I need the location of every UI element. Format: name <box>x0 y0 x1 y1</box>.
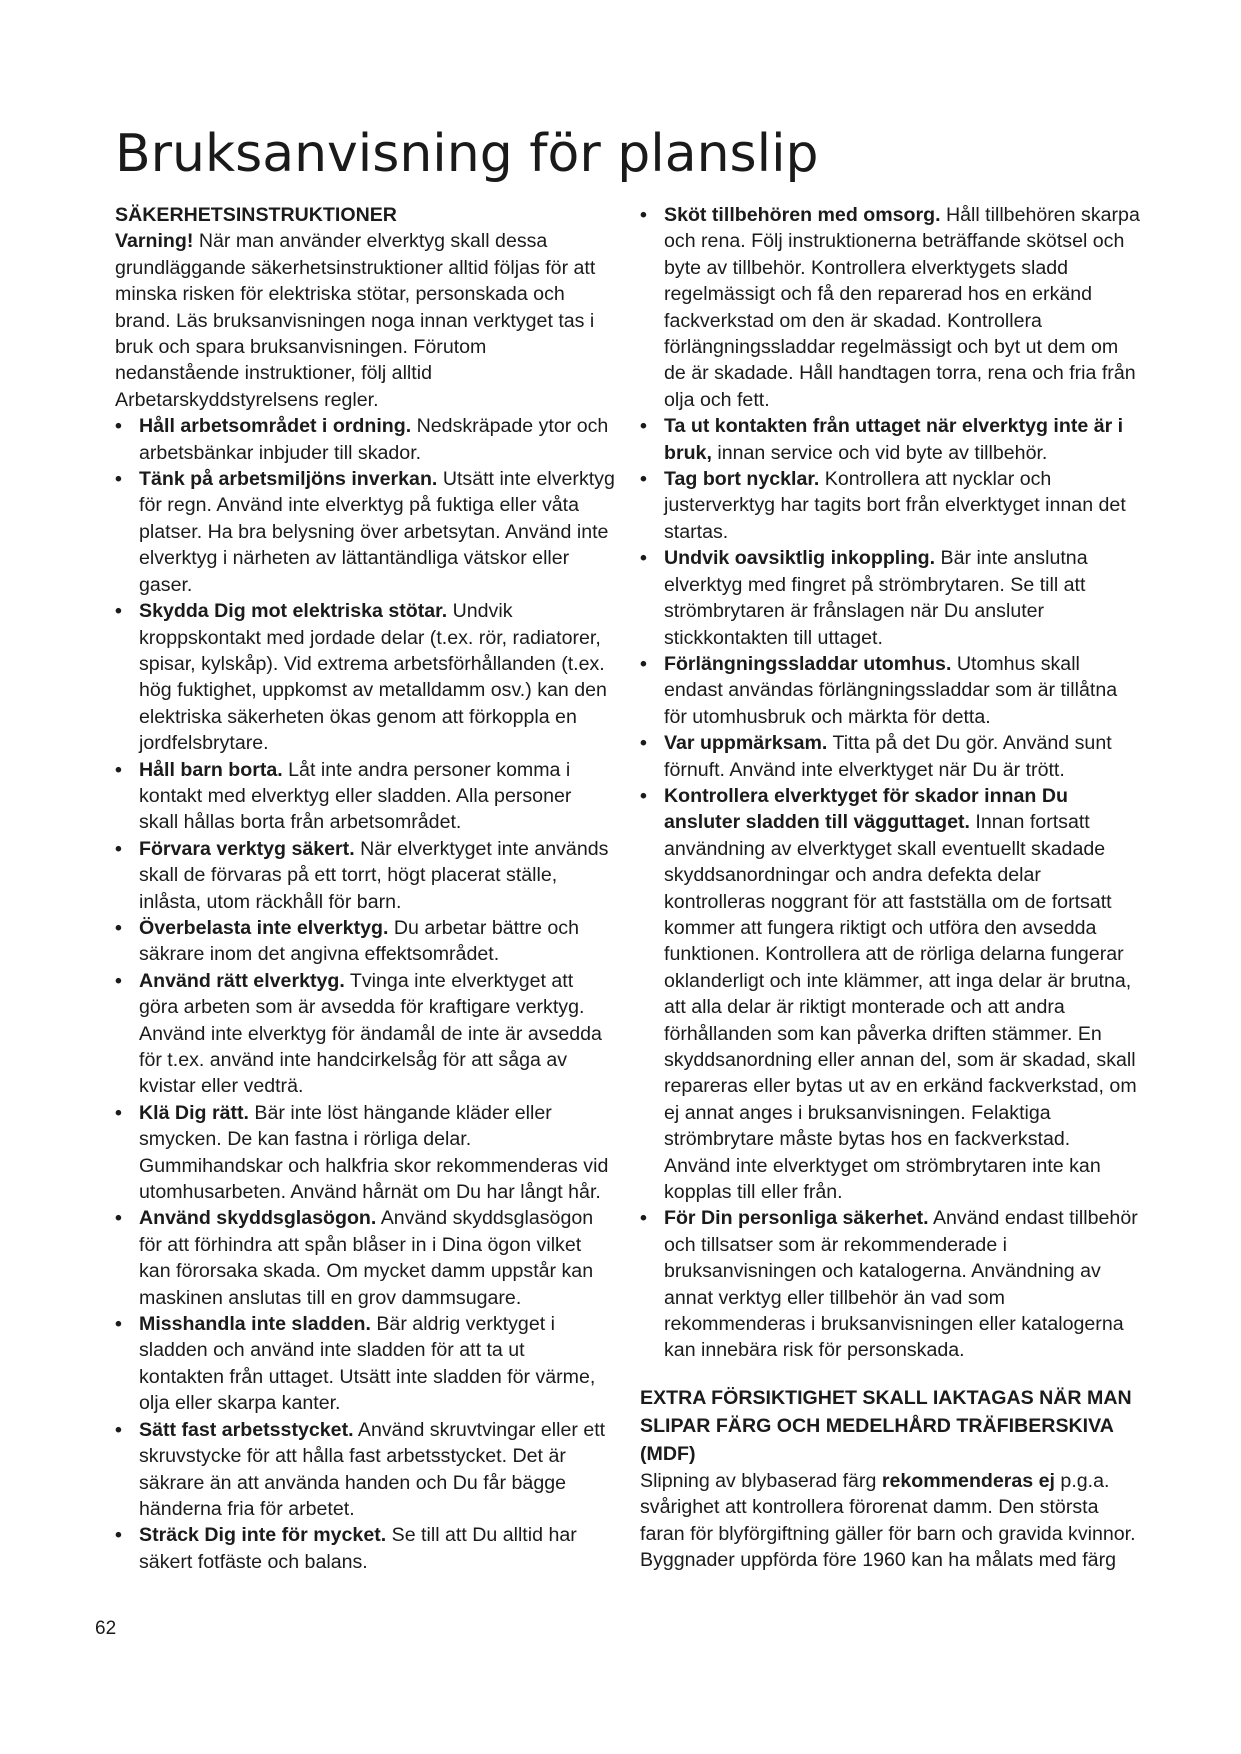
list-item <box>115 413 615 466</box>
item-text: Du arbetar bättre och säkrare inom det angivna effektsområdet. <box>139 916 580 966</box>
item-lead: Kontrollera elverktyget för skador innan Du ansluter sladden till vägguttaget. <box>664 784 1068 834</box>
item-lead: Sköt tillbehören med omsorg. <box>664 204 941 226</box>
bullet-icon: • <box>640 204 647 226</box>
warning-paragraph <box>115 228 615 413</box>
list-item <box>115 1100 615 1206</box>
item-lead: Tag bort nycklar. <box>664 468 820 491</box>
warning-text: När man använder elverktyg skall dessa grundläggande säkerhetsinstruktioner alltid följas för att minska risken för elektriska stötar, personskada och brand. Läs bruksanvisningen noga innan verktyget tas i bruk och spara bruksanvisningen. Förutom nedanstående instruktioner, följ alltid Arbetarskyddstyrelsens regler. <box>115 230 596 411</box>
list-item <box>115 598 615 756</box>
bullet-icon: • <box>115 758 122 781</box>
left-column <box>115 202 615 1575</box>
list-item <box>640 783 1140 1206</box>
list-item <box>115 1205 615 1311</box>
bullet-icon: • <box>115 1207 122 1230</box>
item-lead: För Din personliga säkerhet. <box>664 1207 929 1230</box>
item-text: Använd skyddsglasögon för att förhindra att spån blåser in i Dina ögon vilket kan förorsaka skada. Om mycket damm uppstår kan maskinen anslutas till en grov dammsugare. <box>139 1207 594 1309</box>
bullet-icon: • <box>115 969 122 992</box>
item-text: Tvinga inte elverktyget att göra arbeten som är avsedda för kraftigare verktyg. Använd inte elverktyg för ändamål de inte är avsedda för t.ex. använd inte handcirkelsåg för att såga av kvistar eller vedträ. <box>139 969 602 1098</box>
item-lead: Håll arbetsområdet i ordning. <box>139 415 412 438</box>
item-text: Bär inte anslutna elverktyg med fingret på strömbrytaren. Se till att strömbrytaren är frånslagen när Du ansluter stickkontakten till uttaget. <box>664 547 1088 649</box>
item-lead: Förlängningssladdar utomhus. <box>664 652 952 675</box>
bullet-icon: • <box>115 837 122 860</box>
item-lead: Skydda Dig mot elektriska stötar. <box>139 600 448 623</box>
list-item <box>640 413 1140 466</box>
right-safety-list <box>640 202 1140 1364</box>
item-text: Utomhus skall endast användas förlängningssladdar som är tillåtna för utomhusbruk och märkta för detta. <box>664 652 1118 728</box>
list-item <box>115 757 615 836</box>
bullet-icon: • <box>115 415 122 438</box>
mdf-text-a: Slipning av blybaserad färg <box>640 1469 882 1492</box>
item-text: innan service och vid byte av tillbehör. <box>711 441 1048 464</box>
list-item <box>640 545 1140 651</box>
bullet-icon: • <box>115 468 122 491</box>
item-lead: Undvik oavsiktlig inkoppling. <box>664 547 936 570</box>
item-text: Undvik kroppskontakt med jordade delar (t.ex. rör, radiatorer, spisar, kylskåp). Vid extrema arbetsförhållanden (t.ex. hög fuktighet, uppkomst av metalldamm osv.) kan den elektriska säkerheten ökas genom att förkoppla en jordfelsbrytare. <box>139 600 607 755</box>
item-lead: Håll barn borta. <box>139 758 283 781</box>
bullet-icon: • <box>640 652 647 675</box>
list-item <box>115 968 615 1100</box>
item-text: Utsätt inte elverktyg för regn. Använd inte elverktyg på fuktiga eller våta platser. Ha bra belysning över arbetsytan. Använd inte elverktyg i närheten av lättantändliga vätskor eller gaser. <box>139 468 615 596</box>
item-text: Låt inte andra personer komma i kontakt med elverktyg eller sladden. Alla personer skall hållas borta från arbetsområdet. <box>139 758 572 834</box>
list-item <box>115 915 615 968</box>
item-lead: Ta ut kontakten från uttaget när elverktyg inte är i bruk, <box>664 415 1124 464</box>
bullet-icon: • <box>115 1524 122 1547</box>
item-text: Nedskräpade ytor och arbetsbänkar inbjuder till skador. <box>139 415 609 464</box>
item-lead: Sätt fast arbetsstycket. <box>139 1418 354 1441</box>
page-number: 62 <box>95 1618 117 1639</box>
list-item <box>640 466 1140 545</box>
right-column <box>640 202 1140 1574</box>
safety-heading: SÄKERHETSINSTRUKTIONER <box>115 204 397 226</box>
item-text: Använd skruvtvingar eller ett skruvstycke för att hålla fast arbetsstycket. Det är säkrare än att använda handen och Du får bägge händerna fria för arbetet. <box>139 1418 606 1520</box>
mdf-heading: EXTRA FÖRSIKTIGHET SKALL IAKTAGAS NÄR MAN SLIPAR FÄRG OCH MEDELHÅRD TRÄFIBERSKIVA (MDF) <box>640 1386 1132 1465</box>
mdf-text-b: p.g.a. svårighet att kontrollera förorenat damm. Den största faran för blyförgiftning gäller för barn och gravida kvinnor. Byggnader uppförda före 1960 kan ha målats med färg <box>640 1469 1136 1572</box>
bullet-icon: • <box>640 1207 647 1230</box>
item-text: Bär inte löst hängande kläder eller smycken. De kan fastna i rörliga delar. Gummihandskar och halkfria skor rekommenderas vid utomhusarbeten. Använd hårnät om Du har långt hår. <box>139 1101 609 1204</box>
item-lead: Klä Dig rätt. <box>139 1101 249 1124</box>
item-lead: Överbelasta inte elverktyg. <box>139 916 389 939</box>
item-text: Se till att Du alltid har säkert fotfäste och balans. <box>139 1524 577 1573</box>
bullet-icon: • <box>640 784 647 807</box>
bullet-icon: • <box>115 916 122 939</box>
bullet-icon: • <box>640 468 647 491</box>
mdf-bold-text: rekommenderas ej <box>881 1469 1055 1492</box>
list-item <box>115 466 615 598</box>
page-title: Bruksanvisning för planslip <box>115 124 819 184</box>
bullet-icon: • <box>115 600 122 623</box>
left-safety-list <box>115 413 615 1575</box>
mdf-section <box>640 1384 1140 1574</box>
list-item <box>640 651 1140 730</box>
bullet-icon: • <box>640 415 647 438</box>
list-item <box>640 730 1140 783</box>
mdf-paragraph <box>640 1468 1140 1574</box>
list-item <box>115 836 615 915</box>
item-lead: Var uppmärksam. <box>664 732 828 755</box>
item-lead: Använd skyddsglasögon. <box>139 1207 377 1230</box>
item-lead: Misshandla inte sladden. <box>139 1313 371 1336</box>
bullet-icon: • <box>640 547 647 570</box>
item-text: Bär aldrig verktyget i sladden och använd inte sladden för att ta ut kontakten från uttaget. Utsätt inte sladden för värme, olja eller skarpa kanter. <box>139 1313 596 1415</box>
list-item <box>115 1311 615 1417</box>
warning-lead: Varning! <box>115 230 194 253</box>
item-text: Innan fortsatt användning av elverktyget skall eventuellt skadade skyddsanordningar och andra defekta delar kontrolleras noggrant för att fastställa om de fortsatt kommer att fungera riktigt och utföra den avsedda funktionen. Kontrollera att de rörliga delarna fungerar oklanderligt och inte klämmer, att inga delar är brutna, att alla delar är riktigt monterade och att andra förhållanden som kan påverka driften stämmer. En skyddsanordning eller annan del, som är skadad, skall repareras eller bytas ut av en erkänd fackverkstad, om ej annat anges i bruksanvisningen. Felaktiga strömbrytare måste bytas hos en fackverkstad. Använd inte elverktyget om strömbrytaren inte kan kopplas till eller från. <box>664 811 1137 1204</box>
item-lead: Sträck Dig inte för mycket. <box>139 1524 387 1547</box>
item-text: Kontrollera att nycklar och justerverktyg har tagits bort från elverktyget innan det startas. <box>664 468 1126 543</box>
list-item <box>640 1205 1140 1363</box>
list-item <box>640 202 1140 413</box>
item-lead: Förvara verktyg säkert. <box>139 837 355 860</box>
bullet-icon: • <box>115 1418 122 1441</box>
item-lead: Använd rätt elverktyg. <box>139 969 345 992</box>
item-text: Använd endast tillbehör och tillsatser som är rekommenderade i bruksanvisningen och katalogerna. Användning av annat verktyg eller tillbehör än vad som rekommenderas i bruksanvisningen eller katalogerna kan innebära risk för personskada. <box>664 1207 1138 1362</box>
item-text: Håll tillbehören skarpa och rena. Följ instruktionerna beträffande skötsel och byte av tillbehör. Kontrollera elverktygets sladd regelmässigt och få den reparerad hos en erkänd fackverkstad om den är skadad. Kontrollera förlängningssladdar regelmässigt och byt ut dem om de är skadade. Håll handtagen torra, rena och fria från olja och fett. <box>664 204 1140 411</box>
item-lead: Tänk på arbetsmiljöns inverkan. <box>139 468 438 491</box>
list-item <box>115 1522 615 1575</box>
bullet-icon: • <box>115 1313 122 1336</box>
item-text: När elverktyget inte används skall de förvaras på ett torrt, högt placerat ställe, inlåsta, utom räckhåll för barn. <box>139 837 609 913</box>
item-text: Titta på det Du gör. Använd sunt förnuft. Använd inte elverktyget när Du är trött. <box>664 732 1112 781</box>
bullet-icon: • <box>115 1101 122 1124</box>
bullet-icon: • <box>640 732 647 755</box>
list-item <box>115 1417 615 1523</box>
